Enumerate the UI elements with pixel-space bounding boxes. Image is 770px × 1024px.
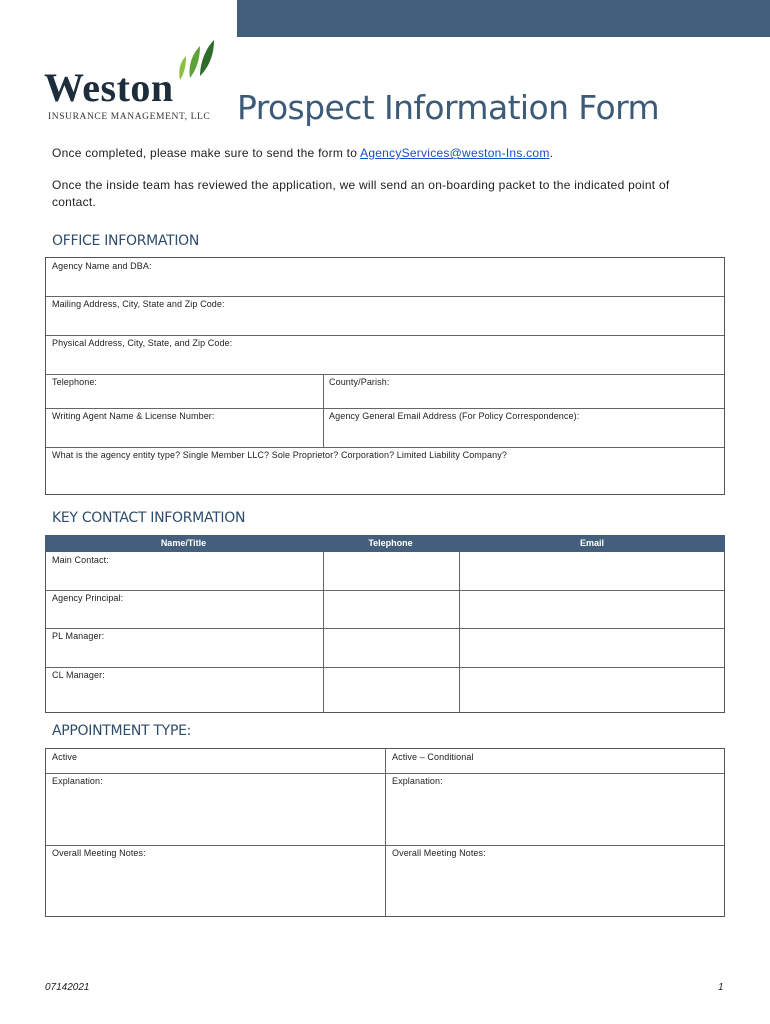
table-row[interactable]: Agency Principal: xyxy=(52,593,124,603)
intro-period: . xyxy=(549,146,554,160)
active-conditional-option[interactable]: Active – Conditional xyxy=(392,752,474,762)
mailing-address-field[interactable]: Mailing Address, City, State and Zip Code: xyxy=(52,299,225,309)
leaf-icon xyxy=(174,38,218,82)
footer-code: 07142021 xyxy=(45,982,90,993)
divider xyxy=(46,628,724,629)
header-banner xyxy=(237,0,770,37)
divider xyxy=(385,749,386,916)
divider xyxy=(46,590,724,591)
page-number: 1 xyxy=(718,982,724,993)
explanation-field[interactable]: Explanation: xyxy=(52,776,103,786)
divider xyxy=(46,845,724,846)
explanation-field[interactable]: Explanation: xyxy=(392,776,443,786)
divider xyxy=(46,667,724,668)
email-link[interactable]: AgencyServices@weston-Ins.com xyxy=(360,146,550,160)
writing-agent-field[interactable]: Writing Agent Name & License Number: xyxy=(52,411,215,421)
meeting-notes-field[interactable]: Overall Meeting Notes: xyxy=(392,848,486,858)
meeting-notes-field[interactable]: Overall Meeting Notes: xyxy=(52,848,146,858)
intro-text: Once completed, please make sure to send the form to xyxy=(52,146,361,160)
intro-line-2: Once the inside team has reviewed the application, we will send an on-boarding packet to the indicated point of contact. xyxy=(52,178,670,209)
divider xyxy=(323,374,324,447)
key-contact-header-row xyxy=(45,535,725,552)
physical-address-field[interactable]: Physical Address, City, State, and Zip Code: xyxy=(52,338,233,348)
divider xyxy=(46,374,724,375)
office-section-title: OFFICE INFORMATION xyxy=(52,233,200,249)
logo-subtitle: INSURANCE MANAGEMENT, LLC xyxy=(48,112,211,122)
company-logo xyxy=(44,38,224,128)
divider xyxy=(46,296,724,297)
column-header-telephone: Telephone xyxy=(368,538,413,548)
column-header-name: Name/Title xyxy=(160,538,207,548)
office-info-table xyxy=(45,257,725,495)
active-option[interactable]: Active xyxy=(52,752,78,762)
intro-line-1 xyxy=(52,145,553,162)
divider xyxy=(323,552,324,712)
table-row[interactable]: Main Contact: xyxy=(52,555,109,565)
column-header-email: Email xyxy=(579,538,604,548)
appointment-section-title: APPOINTMENT TYPE: xyxy=(52,723,192,739)
page-title: Prospect Information Form xyxy=(237,88,660,127)
agency-email-field[interactable]: Agency General Email Address (For Policy Correspondence): xyxy=(329,411,580,421)
divider xyxy=(46,335,724,336)
county-field[interactable]: County/Parish: xyxy=(329,377,390,387)
appointment-table xyxy=(45,748,725,917)
telephone-field[interactable]: Telephone: xyxy=(52,377,98,387)
divider xyxy=(459,552,460,712)
key-contact-table xyxy=(45,552,725,713)
entity-type-field[interactable]: What is the agency entity type? Single Member LLC? Sole Proprietor? Corporation? Limited Liability Company? xyxy=(52,450,507,460)
divider xyxy=(46,773,724,774)
key-contact-section-title: KEY CONTACT INFORMATION xyxy=(52,510,246,526)
table-row[interactable]: CL Manager: xyxy=(52,670,105,680)
divider xyxy=(46,408,724,409)
agency-name-field[interactable]: Agency Name and DBA: xyxy=(52,261,152,271)
table-row[interactable]: PL Manager: xyxy=(52,631,105,641)
logo-wordmark: Weston xyxy=(44,65,174,110)
divider xyxy=(46,447,724,448)
